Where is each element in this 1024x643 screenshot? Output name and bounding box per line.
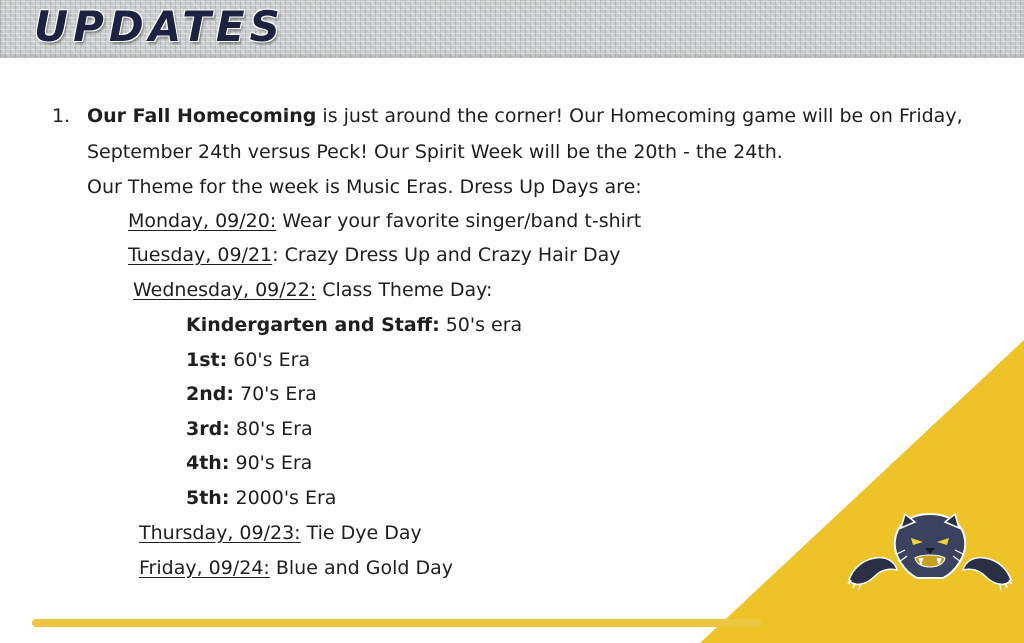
item-number: 1. (52, 105, 71, 127)
grade-label: 1st: (186, 349, 228, 371)
day-friday-text: Blue and Gold Day (269, 557, 453, 579)
grade-label: 5th: (186, 487, 230, 509)
panther-mascot-icon (845, 510, 1015, 590)
grade-label: 3rd: (186, 418, 230, 440)
intro-line-3: Our Theme for the week is Music Eras. Dress Up Days are: (87, 176, 642, 198)
grade-era: 60's Era (227, 349, 311, 371)
grade-item (186, 486, 336, 510)
day-tuesday (128, 243, 620, 267)
grade-label: Kindergarten and Staff: (186, 314, 440, 336)
grade-item (186, 417, 313, 441)
grade-item (186, 382, 317, 406)
grade-era: 80's Era (229, 418, 313, 440)
grade-era: 2000's Era (229, 487, 337, 509)
day-thursday-text: Tie Dye Day (300, 522, 422, 544)
day-thursday (139, 521, 422, 545)
day-tuesday-text: : Crazy Dress Up and Crazy Hair Day (272, 244, 621, 266)
grade-item (186, 451, 312, 475)
day-monday (128, 209, 641, 233)
intro-bold: Our Fall Homecoming (87, 105, 317, 127)
grade-label: 2nd: (186, 383, 234, 405)
day-wednesday (133, 278, 492, 302)
gold-divider-bar (32, 619, 762, 627)
day-monday-text: Wear your favorite singer/band t-shirt (276, 210, 642, 232)
grade-era: 70's Era (233, 383, 317, 405)
day-wednesday-label: Wednesday, 09/22: (133, 279, 317, 301)
day-thursday-label: Thursday, 09/23: (139, 522, 301, 544)
grade-era: 50's era (439, 314, 523, 336)
day-wednesday-text: Class Theme Day: (316, 279, 493, 301)
day-monday-label: Monday, 09/20: (128, 210, 277, 232)
grade-item (186, 313, 522, 337)
grade-label: 4th: (186, 452, 230, 474)
day-friday (139, 556, 453, 580)
grade-item (186, 348, 310, 372)
intro-rest: is just around the corner! Our Homecoming game will be on Friday, (316, 105, 963, 127)
day-tuesday-label: Tuesday, 09/21 (128, 244, 273, 266)
intro-line-2: September 24th versus Peck! Our Spirit Week will be the 20th - the 24th. (87, 141, 783, 163)
intro-line (87, 104, 963, 128)
grade-era: 90's Era (229, 452, 313, 474)
banner-title: UPDATES (34, 2, 285, 51)
day-friday-label: Friday, 09/24: (139, 557, 270, 579)
